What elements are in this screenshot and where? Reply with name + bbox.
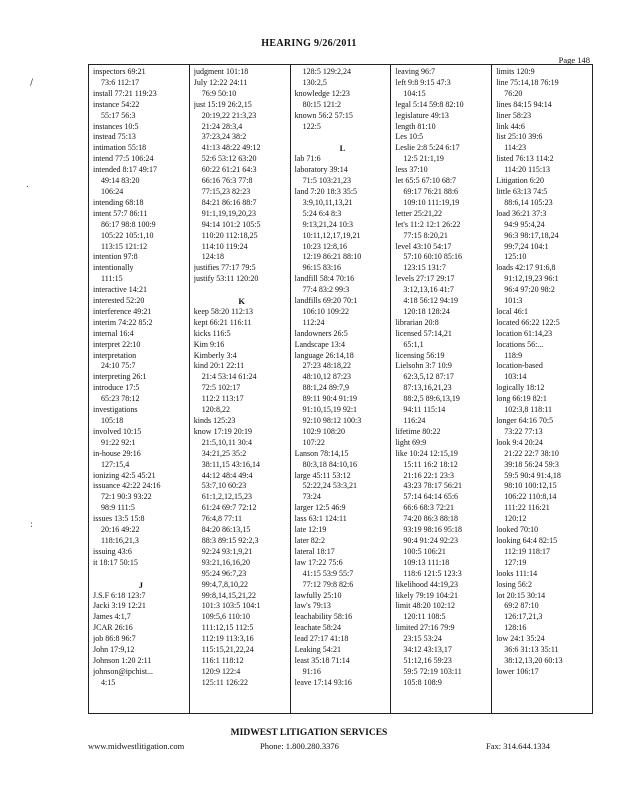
index-entry: issuance 42:22 24:16 bbox=[93, 481, 161, 491]
index-page-refs: 84:21 86:16 88:7 bbox=[201, 197, 257, 207]
index-page-refs: 105:22 105:1,10 bbox=[101, 230, 154, 240]
index-entry: interpreting 26:1 bbox=[93, 372, 147, 382]
index-entry: Les 10:5 bbox=[395, 132, 424, 142]
index-page-refs: 96:3 98:17,18,24 bbox=[504, 230, 559, 240]
index-entry: involved 10:15 bbox=[93, 426, 142, 436]
index-page-refs: 41:15 53:9 55:7 bbox=[302, 568, 354, 578]
index-entry: Johnson 1:20 2:11 bbox=[93, 655, 152, 665]
index-entry: Jacki 3:19 12:21 bbox=[93, 601, 146, 611]
index-entry: intimation 55:18 bbox=[93, 143, 147, 153]
index-entry: known 56:2 57:15 bbox=[294, 110, 353, 120]
page-title: HEARING 9/26/2011 bbox=[261, 38, 357, 49]
index-entry: licensed 57:14,21 bbox=[395, 328, 452, 338]
index-entry: limit 48:20 102:12 bbox=[395, 601, 455, 611]
index-page-refs: 106:22 110:8,14 bbox=[504, 492, 557, 502]
index-page-refs: 44:12 48:4 49:4 bbox=[201, 470, 253, 480]
index-entry: lawfully 25:10 bbox=[294, 590, 342, 600]
index-page-refs: 66:6 68:3 72:21 bbox=[403, 503, 455, 513]
index-entry: later 82:2 bbox=[294, 535, 326, 545]
index-page-refs: 94:14 101:2 105:5 bbox=[201, 219, 261, 229]
index-entry: little 63:13 74:5 bbox=[496, 186, 548, 196]
index-entry: location 61:14,23 bbox=[496, 328, 553, 338]
index-page-refs: 73:22 77:13 bbox=[504, 426, 543, 436]
index-page-refs: 118:16,21,3 bbox=[101, 535, 139, 545]
index-page-refs: 69:2 87:10 bbox=[504, 601, 539, 611]
index-page-refs: 102:9 108:20 bbox=[302, 426, 346, 436]
index-page-refs: 77:4 83:2 99:3 bbox=[302, 285, 350, 295]
index-entry: lateral 18:17 bbox=[294, 546, 335, 556]
index-page-refs: 107:22 bbox=[302, 437, 325, 447]
index-entry: located 66:22 122:5 bbox=[496, 317, 560, 327]
index-page-refs: 125:11 126:22 bbox=[201, 677, 248, 687]
index-page-refs: 76:4,8 77:11 bbox=[201, 514, 242, 524]
index-page-refs: 91:16 bbox=[302, 666, 321, 676]
index-entry: johnson@ipchist... bbox=[93, 666, 154, 676]
index-entry: in-house 29:16 bbox=[93, 448, 141, 458]
index-entry: level 43:10 54:17 bbox=[395, 241, 452, 251]
index-page-refs: 114:10 119:24 bbox=[201, 241, 248, 251]
index-entry: limited 27:16 79:9 bbox=[395, 623, 455, 633]
index-entry: letter 25:21,22 bbox=[395, 208, 443, 218]
index-entry: knowledge 12:23 bbox=[294, 88, 350, 98]
index-page-refs: 21:4 53:14 61:24 bbox=[201, 372, 257, 382]
index-entry: Kim 9:16 bbox=[193, 339, 225, 349]
index-page-refs: 111:15 bbox=[101, 274, 123, 284]
index-entry: Leslie 2:8 5:24 6:17 bbox=[395, 143, 460, 153]
index-entry: lower 106:17 bbox=[496, 666, 539, 676]
index-page-refs: 102:3,8 118:11 bbox=[504, 405, 553, 415]
index-page-refs: 10:11,12,17,19,21 bbox=[302, 230, 361, 240]
margin-mark: . bbox=[26, 180, 29, 190]
index-page-refs: 122:5 bbox=[302, 121, 321, 131]
index-entry: it 18:17 50:15 bbox=[93, 557, 138, 567]
index-page-refs: 77:15 8:20,21 bbox=[403, 230, 448, 240]
index-entry: line 75:14,18 76:19 bbox=[496, 77, 559, 87]
index-page-refs: 106:10 109:22 bbox=[302, 306, 350, 316]
index-page-refs: 24:10 75:7 bbox=[101, 361, 136, 371]
index-entry: intending 68:18 bbox=[93, 197, 144, 207]
index-entry: landfill 58:4 70:16 bbox=[294, 274, 355, 284]
index-page-refs: 106:24 bbox=[101, 186, 124, 196]
index-page-refs: 61:1,2,12,15,23 bbox=[201, 492, 253, 502]
index-entry: legislature 49:13 bbox=[395, 110, 449, 120]
index-entry: like 10:24 12:15,19 bbox=[395, 448, 458, 458]
index-entry: late 12:19 bbox=[294, 525, 327, 535]
index-page-refs: 21:22 22:7 38:10 bbox=[504, 448, 559, 458]
index-page-refs: 5:24 6:4 8:3 bbox=[302, 208, 342, 218]
index-page-refs: 9:13,21,24 10:3 bbox=[302, 219, 354, 229]
index-page-refs: 91:10,15,19 92:1 bbox=[302, 405, 358, 415]
index-page-refs: 41:13 48:22 49:12 bbox=[201, 143, 261, 153]
index-page-refs: 48:10,12 87:23 bbox=[302, 372, 352, 382]
index-page-refs: 130:2,5 bbox=[302, 77, 327, 87]
index-page-refs: 4:15 bbox=[101, 677, 116, 687]
index-page-refs: 72:5 102:17 bbox=[201, 383, 241, 393]
index-page-refs: 109:5,6 110:10 bbox=[201, 612, 250, 622]
index-entry: JCAR 26:16 bbox=[93, 623, 133, 633]
index-entry: instances 10:5 bbox=[93, 121, 139, 131]
index-spacer bbox=[295, 132, 391, 143]
index-page-refs: 105:18 bbox=[101, 416, 124, 425]
index-page-refs: 93:21,16,16,20 bbox=[201, 557, 251, 567]
index-page-refs: 72:1 90:3 93:22 bbox=[101, 492, 152, 502]
index-column bbox=[291, 65, 392, 713]
index-page-refs: 34:12 43:13,17 bbox=[403, 645, 452, 655]
index-entry: lifetime 80:22 bbox=[395, 426, 441, 436]
index-page-refs: 89:11 90:4 91:19 bbox=[302, 394, 357, 404]
index-page-refs: 103:14 bbox=[504, 372, 527, 382]
index-entry: landfills 69:20 70:1 bbox=[294, 296, 358, 306]
index-page-refs: 34:21,25 35:2 bbox=[201, 448, 247, 458]
index-page-refs: 43:23 78:17 56:21 bbox=[403, 481, 463, 491]
index-entry: issues 13:5 15:8 bbox=[93, 514, 145, 524]
index-entry: likelihood 44:19,23 bbox=[395, 579, 459, 589]
index-entry: looks 111:14 bbox=[496, 568, 538, 578]
index-page-refs: 71:5 103:21,23 bbox=[302, 176, 352, 186]
index-page-refs: 118:9 bbox=[504, 350, 523, 360]
index-entry: levels 27:17 29:17 bbox=[395, 274, 455, 284]
index-page-refs: 98:10 100:12,15 bbox=[504, 481, 557, 491]
index-page-refs: 77:12 79:8 82:6 bbox=[302, 579, 354, 589]
index-page-refs: 90:4 91:24 92:23 bbox=[403, 535, 459, 545]
index-page-refs: 77:15,23 82:23 bbox=[201, 186, 251, 196]
index-page-refs: 55:17 56:3 bbox=[101, 110, 136, 120]
index-entry: law's 79:13 bbox=[294, 601, 331, 611]
index-page-refs: 87:13,16,21,23 bbox=[403, 383, 452, 393]
index-entry: instance 54:22 bbox=[93, 99, 140, 109]
index-page-refs: 124:18 bbox=[201, 252, 225, 262]
index-page-refs: 91:1,19,19,20,23 bbox=[201, 208, 257, 218]
index-page-refs: 39:18 56:24 59:3 bbox=[504, 459, 559, 469]
index-page-refs: 62:3,5,12 87:17 bbox=[403, 372, 454, 382]
index-entry: intent 57:7 86:11 bbox=[93, 208, 148, 218]
index-page-refs: 80:3,18 84:10,16 bbox=[302, 459, 358, 469]
index-page-refs: 12:19 86:21 88:10 bbox=[302, 252, 362, 262]
index-page-refs: 104:15 bbox=[403, 88, 426, 98]
index-entry: interested 52:20 bbox=[93, 296, 145, 306]
index-page-refs: 59:5 72:19 103:11 bbox=[403, 666, 462, 676]
index-page-refs: 120:8,22 bbox=[201, 405, 231, 415]
margin-mark: : bbox=[30, 520, 34, 530]
index-entry: lab 71:6 bbox=[294, 154, 321, 164]
index-entry: lot 20:15 30:14 bbox=[496, 590, 546, 600]
index-page-refs: 114:23 bbox=[504, 143, 527, 153]
index-entry: look 9:4 20:24 bbox=[496, 437, 543, 447]
index-entry: likely 79:19 104:21 bbox=[395, 590, 459, 600]
index-entry: long 66:19 82:1 bbox=[496, 394, 547, 404]
index-page-refs: 23:15 53:24 bbox=[403, 634, 442, 644]
index-spacer bbox=[194, 285, 290, 296]
index-entry: leachability 58:16 bbox=[294, 612, 353, 622]
index-entry: legal 5:14 59:8 82:10 bbox=[395, 99, 464, 109]
footer-phone: Phone: 1.800.280.3376 bbox=[260, 741, 339, 751]
index-page-refs: 73:6 112:17 bbox=[101, 77, 140, 87]
index-page-refs: 99:7,24 104:1 bbox=[504, 241, 549, 251]
index-entry: interactive 14:21 bbox=[93, 285, 147, 295]
index-page-refs: 120:18 128:24 bbox=[403, 306, 450, 316]
index-entry: longer 64:16 70:5 bbox=[496, 416, 554, 425]
index-entry: Lielsohn 3:7 10:9 bbox=[395, 361, 452, 371]
index-page-refs: 93:19 98:16 95:18 bbox=[403, 525, 463, 535]
index-page-refs: 66:16 76:3 77:8 bbox=[201, 176, 253, 186]
index-entry: losing 56:2 bbox=[496, 579, 532, 589]
index-column bbox=[190, 65, 291, 713]
index-entry: local 46:1 bbox=[496, 306, 528, 316]
index-letter-heading: K bbox=[238, 296, 245, 307]
index-page-refs: 91:12,19,23 96:1 bbox=[504, 274, 559, 284]
index-page-refs: 101:3 bbox=[504, 296, 523, 306]
index-entry: list 25:10 39:6 bbox=[496, 132, 543, 142]
index-entry: July 12:22 24:11 bbox=[193, 77, 248, 87]
index-entry: language 26:14,18 bbox=[294, 350, 354, 360]
index-page-refs: 38:11,15 43:16,14 bbox=[201, 459, 260, 469]
index-page-refs: 127:15,4 bbox=[101, 459, 130, 469]
index-entry: interim 74:22 85:2 bbox=[93, 317, 153, 327]
index-page-refs: 51:12,16 59:23 bbox=[403, 655, 452, 665]
index-column bbox=[492, 65, 592, 713]
index-page-refs: 99:8,14,15,21,22 bbox=[201, 590, 257, 600]
index-entry: justifies 77:17 79:5 bbox=[193, 263, 256, 273]
index-entry: limits 120:9 bbox=[496, 67, 535, 76]
index-entry: just 15:19 26:2,15 bbox=[193, 99, 252, 109]
index-column bbox=[391, 65, 492, 713]
index-page-refs: 100:5 106:21 bbox=[403, 546, 446, 556]
index-entry: job 86:8 96:7 bbox=[93, 634, 136, 644]
index-entry: light 69:9 bbox=[395, 437, 427, 447]
index-page-refs: 74:20 86:3 88:18 bbox=[403, 514, 459, 524]
index-page-refs: 110:20 112:18,25 bbox=[201, 230, 258, 240]
index-page-refs: 60:22 61:21 64:3 bbox=[201, 165, 257, 175]
index-entry: interpretation bbox=[93, 350, 137, 360]
index-entry: kinds 125:23 bbox=[193, 416, 236, 425]
index-page-refs: 111:12,15 112:5 bbox=[201, 623, 254, 633]
index-entry: John 17:9,12 bbox=[93, 645, 135, 655]
index-page-refs: 37:23,24 38:2 bbox=[201, 132, 247, 142]
index-page-refs: 57:14 64:14 65:6 bbox=[403, 492, 459, 502]
index-entry: let 65:5 67:10 68:7 bbox=[395, 176, 457, 186]
index-page-refs: 125:10 bbox=[504, 252, 527, 262]
index-page-refs: 76:20 bbox=[504, 88, 523, 98]
index-entry: Litigation 6:20 bbox=[496, 176, 544, 186]
index-entry: know 17:19 20:19 bbox=[193, 426, 253, 436]
index-entry: leaving 96:7 bbox=[395, 67, 436, 76]
index-page-refs: 98:9 111:5 bbox=[101, 503, 135, 513]
index-entry: looking 64:4 82:15 bbox=[496, 535, 558, 545]
index-page-refs: 65:1,1 bbox=[403, 339, 424, 349]
index-entry: logically 18:12 bbox=[496, 383, 545, 393]
index-entry: intention 97:8 bbox=[93, 252, 138, 262]
index-page-refs: 92:24 93:1,9,21 bbox=[201, 546, 253, 556]
index-page-refs: 118:6 121:5 123:3 bbox=[403, 568, 462, 578]
index-page-refs: 21:16 22:1 23:3 bbox=[403, 470, 455, 480]
index-page-refs: 127:19 bbox=[504, 557, 527, 567]
index-entry: install 77:21 119:23 bbox=[93, 88, 157, 98]
index-page-refs: 52:6 53:12 63:20 bbox=[201, 154, 257, 164]
index-page-refs: 88:1,24 89:7,9 bbox=[302, 383, 350, 393]
index-entry: lead 27:17 41:18 bbox=[294, 634, 349, 644]
index-entry: listed 76:13 114:2 bbox=[496, 154, 554, 164]
index-entry: larger 12:5 46:9 bbox=[294, 503, 346, 513]
index-page-refs: 57:10 60:10 85:16 bbox=[403, 252, 463, 262]
index-page-refs: 112:2 113:17 bbox=[201, 394, 244, 404]
index-entry: intentionally bbox=[93, 263, 134, 273]
index-entry: Landscape 13:4 bbox=[294, 339, 346, 349]
index-page-refs: 76:9 50:10 bbox=[201, 88, 237, 98]
index-entry: intend 77:5 106:24 bbox=[93, 154, 154, 164]
index-entry: laboratory 39:14 bbox=[294, 165, 348, 175]
index-entry: Lanson 78:14,15 bbox=[294, 448, 349, 458]
index-page-refs: 61:24 69:7 72:12 bbox=[201, 503, 257, 513]
index-page-refs: 49:14 83:20 bbox=[101, 176, 140, 186]
index-entry: law 17:22 75:6 bbox=[294, 557, 343, 567]
index-entry: let's 11:2 12:1 26:22 bbox=[395, 219, 461, 229]
index-page-refs: 20:19,22 21:3,23 bbox=[201, 110, 257, 120]
index-entry: librarian 20:8 bbox=[395, 317, 439, 327]
index-page-refs: 3:9,10,11,13,21 bbox=[302, 197, 353, 207]
index-page-refs: 20:16 49:22 bbox=[101, 525, 140, 535]
index-entry: length 81:10 bbox=[395, 121, 436, 131]
index-entry: lines 84:15 94:14 bbox=[496, 99, 552, 109]
index-entry: kind 20:1 22:11 bbox=[193, 361, 245, 371]
index-page-refs: 12:5 21:1,19 bbox=[403, 154, 444, 164]
index-page-refs: 101:3 103:5 104:1 bbox=[201, 601, 261, 611]
index-entry: interference 49:21 bbox=[93, 306, 152, 316]
index-page-refs: 27:23 48:18,22 bbox=[302, 361, 352, 371]
margin-mark: / bbox=[30, 78, 34, 88]
index-page-refs: 115:15,21,22,24 bbox=[201, 645, 254, 655]
index-entry: interpret 22:10 bbox=[93, 339, 141, 349]
index-column bbox=[89, 65, 190, 713]
index-page-refs: 112:24 bbox=[302, 317, 325, 327]
index-entry: low 24:1 35:24 bbox=[496, 634, 545, 644]
index-entry: James 4:1,7 bbox=[93, 612, 131, 622]
index-entry: lass 63:1 124:11 bbox=[294, 514, 347, 524]
index-entry: issuing 43:6 bbox=[93, 546, 132, 556]
index-page-refs: 88:6,14 105:23 bbox=[504, 197, 553, 207]
index-entry: ionizing 42:5 45:21 bbox=[93, 470, 156, 480]
index-page-refs: 15:11 16:2 18:12 bbox=[403, 459, 458, 469]
page-number: Page 148 bbox=[558, 55, 590, 65]
index-page-refs: 4:18 56:12 94:19 bbox=[403, 296, 459, 306]
index-entry: introduce 17:5 bbox=[93, 383, 140, 393]
index-entry: kept 66:21 116:11 bbox=[193, 317, 252, 327]
footer-website[interactable]: www.midwestlitigation.com bbox=[88, 741, 185, 751]
index-page-refs: 99:4,7,8,10,22 bbox=[201, 579, 249, 589]
index-entry: licensing 56:19 bbox=[395, 350, 445, 360]
index-page-refs: 116:24 bbox=[403, 416, 426, 425]
index-page-refs: 91:22 92:1 bbox=[101, 437, 136, 447]
index-entry: least 35:18 71:14 bbox=[294, 655, 350, 665]
index-entry: kicks 116:5 bbox=[193, 328, 231, 338]
index-letter-heading: J bbox=[138, 579, 144, 590]
index-page-refs: 128:16 bbox=[504, 623, 527, 633]
index-entry: investigations bbox=[93, 405, 138, 415]
index-entry: link 44:6 bbox=[496, 121, 525, 131]
index-page-refs: 94:11 115:14 bbox=[403, 405, 446, 415]
index-page-refs: 84:20 86:13,15 bbox=[201, 525, 251, 535]
index-page-refs: 92:10 98:12 100:3 bbox=[302, 416, 362, 425]
index-page-refs: 109:10 111:19,19 bbox=[403, 197, 460, 207]
index-page-refs: 96:15 83:16 bbox=[302, 263, 342, 273]
index-page-refs: 21:24 28:3,4 bbox=[201, 121, 243, 131]
index-entry: location-based bbox=[496, 361, 543, 371]
index-page-refs: 126:17,21,3 bbox=[504, 612, 543, 622]
footer-fax: Fax: 314.644.1334 bbox=[486, 741, 550, 751]
index-page-refs: 113:15 121:12 bbox=[101, 241, 148, 251]
index-page-refs: 112:19 118:17 bbox=[504, 546, 551, 556]
index-page-refs: 80:15 121:2 bbox=[302, 99, 342, 109]
index-entry: keep 58:20 112:13 bbox=[193, 306, 254, 316]
index-entry: landowners 26:5 bbox=[294, 328, 348, 338]
index-page-refs: 120:12 bbox=[504, 514, 527, 524]
index-entry: inspectors 69:21 bbox=[93, 67, 146, 76]
index-page-refs: 114:20 115:13 bbox=[504, 165, 551, 175]
index-page-refs: 53:7,10 60:23 bbox=[201, 481, 247, 491]
index-page-refs: 88:3 89:15 92:2,3 bbox=[201, 535, 259, 545]
index-page-refs: 73:24 bbox=[302, 492, 321, 502]
index-page-refs: 116:1 118:12 bbox=[201, 655, 244, 665]
index-page-refs: 69:17 76:21 88:6 bbox=[403, 186, 459, 196]
index-page-refs: 36:6 31:13 35:11 bbox=[504, 645, 559, 655]
index-entry: internal 16:4 bbox=[93, 328, 134, 338]
footer-company: MIDWEST LITIGATION SERVICES bbox=[230, 728, 388, 738]
index-entry: large 45:11 53:12 bbox=[294, 470, 351, 480]
index-page-refs: 52:22,24 53:3,21 bbox=[302, 481, 358, 491]
index-entry: left 9:8 9:15 47:3 bbox=[395, 77, 451, 87]
index-page-refs: 111:22 116:21 bbox=[504, 503, 550, 513]
index-entry: instead 75:13 bbox=[93, 132, 136, 142]
word-index-table bbox=[88, 64, 593, 714]
index-page-refs: 88:2,5 89:6,13,19 bbox=[403, 394, 460, 404]
index-page-refs: 95:24 96:7,23 bbox=[201, 568, 247, 578]
index-page-refs: 94:9 95:4,24 bbox=[504, 219, 545, 229]
index-entry: leachate 58:24 bbox=[294, 623, 342, 633]
index-page-refs: 10:23 12:8,16 bbox=[302, 241, 348, 251]
index-page-refs: 120:11 108:5 bbox=[403, 612, 446, 622]
index-entry: land 7:20 18:3 35:5 bbox=[294, 186, 358, 196]
index-page-refs: 86:17 98:8 100:9 bbox=[101, 219, 156, 229]
index-entry: less 37:10 bbox=[395, 165, 428, 175]
index-entry: Kimberly 3:4 bbox=[193, 350, 237, 360]
index-entry: loads 42:17 91:6,8 bbox=[496, 263, 556, 273]
index-page-refs: 3:12,13,16 41:7 bbox=[403, 285, 454, 295]
index-page-refs: 123:15 131:7 bbox=[403, 263, 446, 273]
index-spacer bbox=[93, 569, 189, 580]
index-entry: looked 70:10 bbox=[496, 525, 539, 535]
index-page-refs: 21:5,10,11 30:4 bbox=[201, 437, 252, 447]
index-page-refs: 109:13 111:18 bbox=[403, 557, 450, 567]
index-entry: leave 17:14 93:16 bbox=[294, 677, 352, 687]
index-page-refs: 105:8 108:9 bbox=[403, 677, 442, 687]
index-page-refs: 120:9 122:4 bbox=[201, 666, 241, 676]
index-entry: liner 58:23 bbox=[496, 110, 532, 120]
index-letter-heading: L bbox=[339, 143, 346, 154]
index-page-refs: 65:23 78:12 bbox=[101, 394, 140, 404]
index-entry: load 36:21 37:3 bbox=[496, 208, 547, 218]
index-entry: locations 56:... bbox=[496, 339, 544, 349]
index-entry: intended 8:17 49:17 bbox=[93, 165, 157, 175]
index-page-refs: 96:4 97:20 98:2 bbox=[504, 285, 555, 295]
index-page-refs: 112:19 113:3,16 bbox=[201, 634, 254, 644]
index-page-refs: 59:5 90:4 91:4,18 bbox=[504, 470, 561, 480]
index-entry: judgment 101:18 bbox=[193, 67, 249, 76]
index-entry: Leaking 54:21 bbox=[294, 645, 342, 655]
index-entry: justify 53:11 120:20 bbox=[193, 274, 259, 284]
index-page-refs: 38:12,13,20 60:13 bbox=[504, 655, 563, 665]
index-page-refs: 128:5 129:2,24 bbox=[302, 67, 352, 76]
index-entry: J.S.F 6:18 123:7 bbox=[93, 590, 146, 600]
